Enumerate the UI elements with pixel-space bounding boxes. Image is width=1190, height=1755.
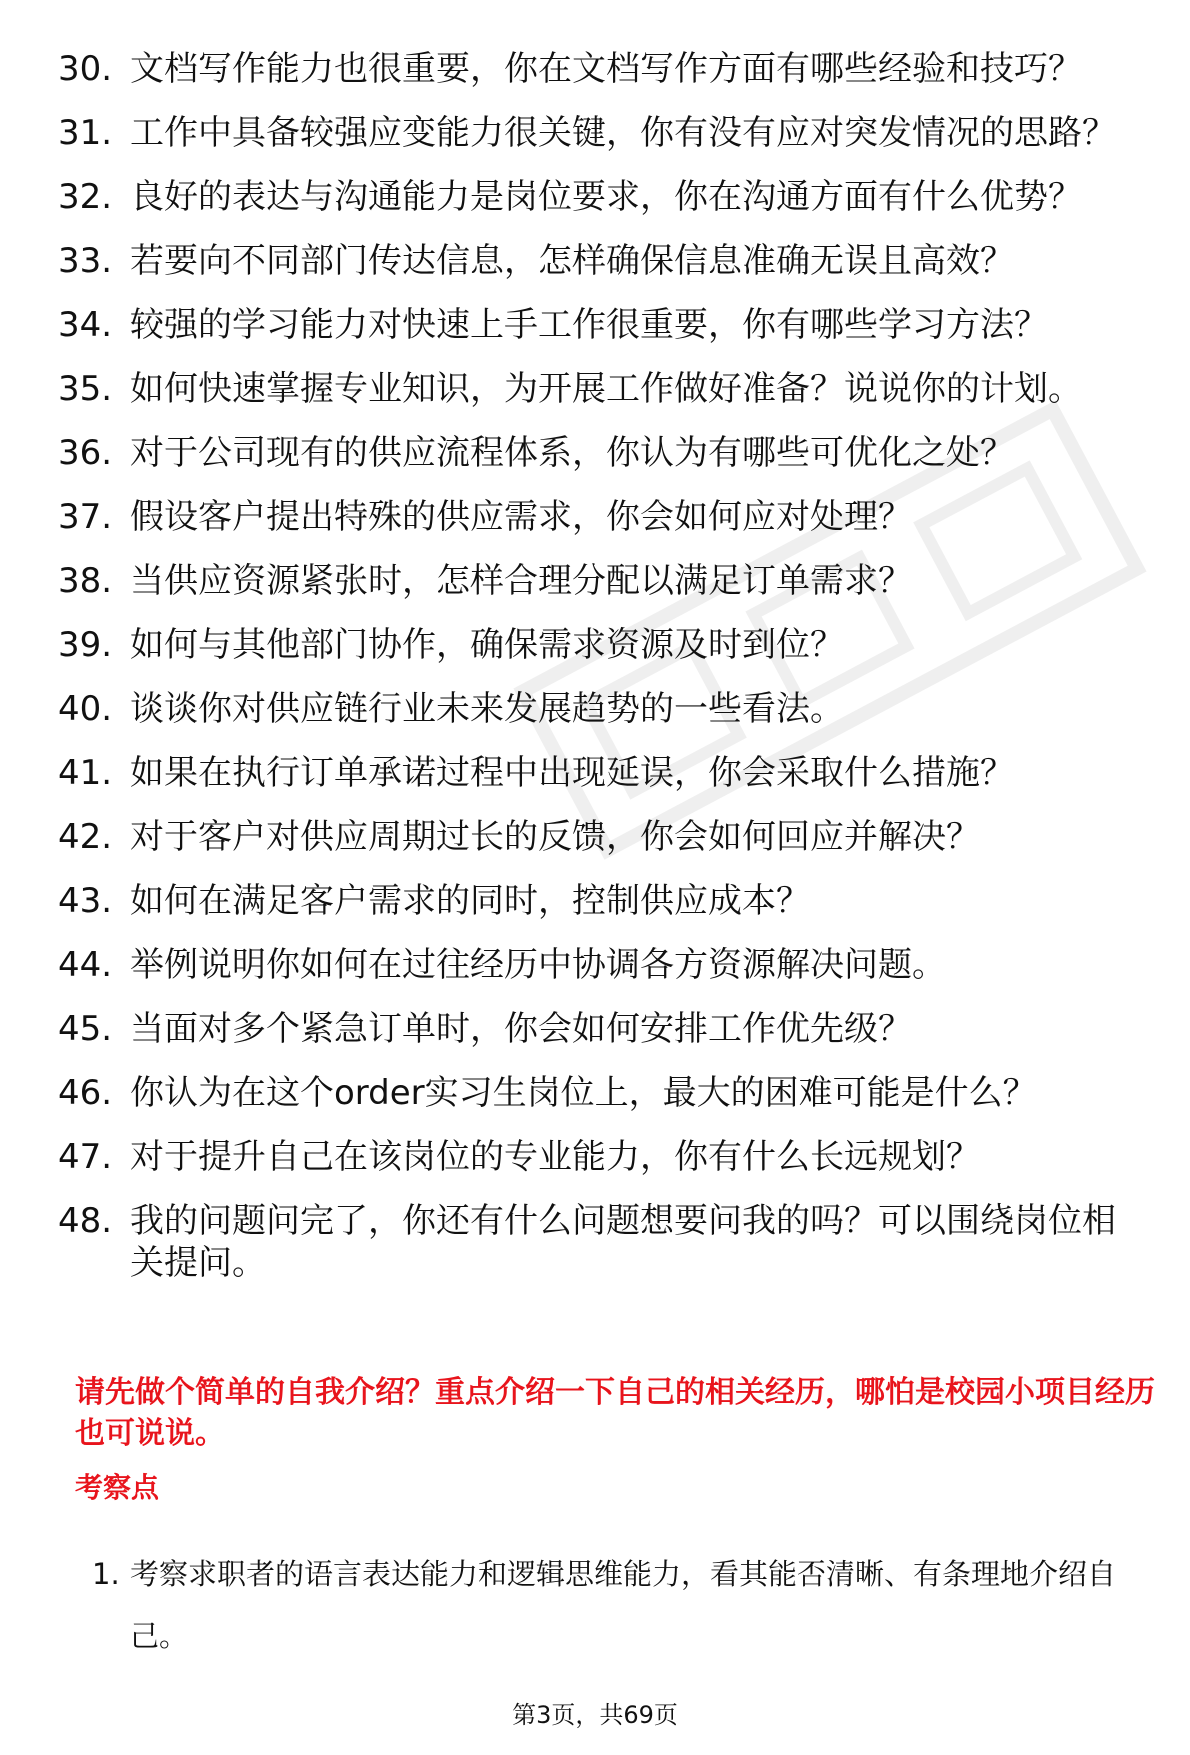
question-text: 当供应资源紧张时，怎样合理分配以满足订单需求？ [130,561,912,601]
list-item [58,1136,1138,1178]
question-list [58,48,1138,1306]
list-item [58,112,1138,154]
list-item [58,1200,1138,1284]
list-item [58,368,1138,410]
question-number: 44. [58,945,113,985]
list-item [58,176,1138,218]
question-text: 良好的表达与沟通能力是岗位要求，你在沟通方面有什么优势？ [130,177,1082,217]
question-text: 当面对多个紧急订单时，你会如何安排工作优先级？ [130,1009,912,1049]
question-number: 48. [58,1201,113,1241]
list-item [58,1008,1138,1050]
question-number: 45. [58,1009,113,1049]
question-text: 我的问题问完了，你还有什么问题想要问我的吗？可以围绕岗位相关提问。 [130,1201,1116,1283]
assessment-point-list [92,1543,1172,1667]
question-number: 36. [58,433,113,473]
question-text: 谈谈你对供应链行业未来发展趋势的一些看法。 [130,689,844,729]
question-number: 38. [58,561,113,601]
list-item [58,496,1138,538]
question-text: 较强的学习能力对快速上手工作很重要，你有哪些学习方法？ [130,305,1048,345]
question-text: 如何快速掌握专业知识，为开展工作做好准备？说说你的计划。 [130,369,1082,409]
question-text: 举例说明你如何在过往经历中协调各方资源解决问题。 [130,945,946,985]
point-number: 1. [92,1557,120,1591]
question-text: 工作中具备较强应变能力很关键，你有没有应对突发情况的思路？ [130,113,1116,153]
question-number: 34. [58,305,113,345]
question-text: 如何与其他部门协作，确保需求资源及时到位？ [130,625,844,665]
question-text: 文档写作能力也很重要，你在文档写作方面有哪些经验和技巧？ [130,49,1082,89]
question-number: 35. [58,369,113,409]
list-item [58,752,1138,794]
list-item [58,304,1138,346]
list-item [58,880,1138,922]
list-item [58,944,1138,986]
question-text: 你认为在这个order实习生岗位上，最大的困难可能是什么？ [130,1073,1037,1113]
question-number: 39. [58,625,113,665]
question-text: 对于提升自己在该岗位的专业能力，你有什么长远规划？ [130,1137,980,1177]
list-item [58,240,1138,282]
list-item [58,48,1138,90]
point-text: 考察求职者的语言表达能力和逻辑思维能力，看其能否清晰、有条理地介绍自己。 [130,1557,1117,1653]
question-number: 32. [58,177,113,217]
question-text: 如何在满足客户需求的同时，控制供应成本？ [130,881,810,921]
question-text: 如果在执行订单承诺过程中出现延误，你会采取什么措施？ [130,753,1014,793]
section-subheading: 考察点 [75,1471,160,1504]
question-number: 41. [58,753,113,793]
question-number: 37. [58,497,113,537]
question-number: 33. [58,241,113,281]
question-text: 假设客户提出特殊的供应需求，你会如何应对处理？ [130,497,912,537]
question-number: 43. [58,881,113,921]
list-item [58,688,1138,730]
question-number: 42. [58,817,113,857]
list-item [92,1543,1172,1667]
list-item [58,432,1138,474]
question-text: 若要向不同部门传达信息，怎样确保信息准确无误且高效？ [130,241,1014,281]
section-question-heading: 请先做个简单的自我介绍？重点介绍一下自己的相关经历，哪怕是校园小项目经历也可说说。 [75,1375,1155,1451]
list-item [58,816,1138,858]
list-item [58,624,1138,666]
question-number: 30. [58,49,113,89]
list-item [58,1072,1138,1114]
question-number: 31. [58,113,113,153]
page-footer: 第3页，共69页 [512,1701,678,1729]
list-item [58,560,1138,602]
question-text: 对于客户对供应周期过长的反馈，你会如何回应并解决？ [130,817,980,857]
question-number: 47. [58,1137,113,1177]
question-text: 对于公司现有的供应流程体系，你认为有哪些可优化之处？ [130,433,1014,473]
question-number: 46. [58,1073,113,1113]
question-number: 40. [58,689,113,729]
